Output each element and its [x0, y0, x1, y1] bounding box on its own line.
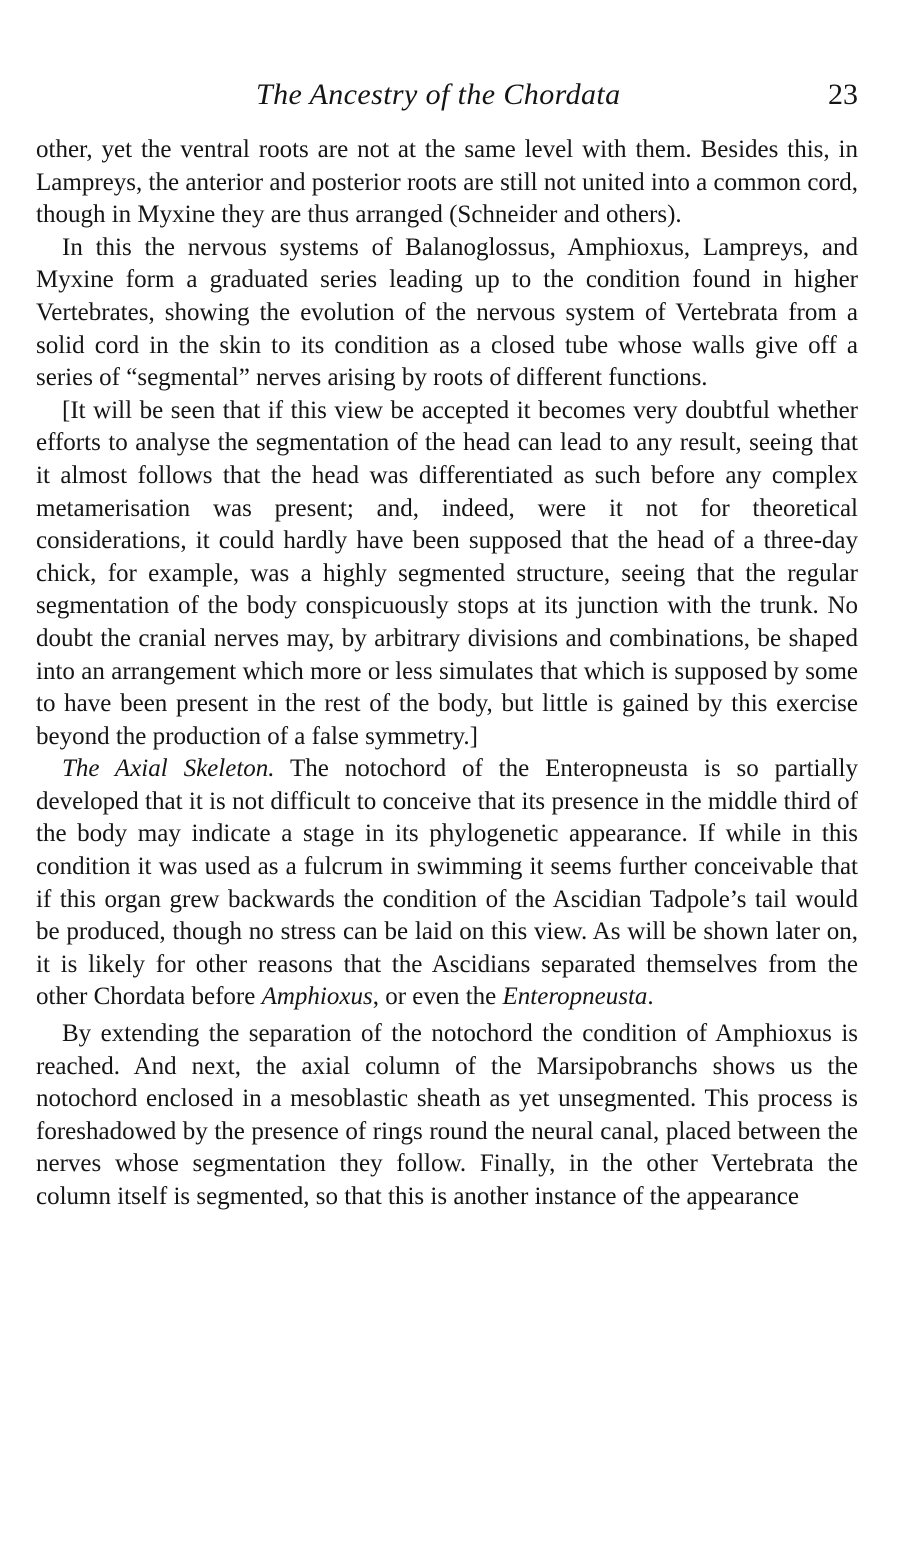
italic-amphioxus: Amphioxus	[261, 983, 373, 1011]
paragraph-head-segmentation: [It will be seen that if this view be accepted it becomes very doubtful whether efforts to analyse the segmentation of the head can lead to any result, seeing that it almost follows that the head was differentiated as such before any complex metamerisation was present; and, indeed, were it not for theoretical considerations, it could hardly have been supposed that the head of a three-day chick, for example, was a highly segmented structure, seeing that the regular segmentation of the body conspicuously stops at its junction with the trunk. No doubt the cranial nerves may, by arbitrary divisions and combinations, be shaped into an arrangement which more or less simulates that which is supposed by some to have been present in the rest of the body, but little is gained by this exercise beyond the production of a false symmetry.]	[36, 396, 858, 750]
paragraph-notochord-separation: By extending the separation of the notochord the condition of Amphioxus is reached. And next, the axial column of the Marsipobranchs shows us the notochord enclosed in a mesoblastic sheath as yet unsegmented. This process is foreshadowed by the presence of rings round the neural canal, placed between the nerves whose segmentation they follow. Finally, in the other Vertebrata the column itself is segmented, so that this is another instance of the appearance	[36, 1020, 858, 1210]
paragraph-axial-skeleton	[36, 753, 858, 1014]
italic-enteropneusta: Enteropneusta	[502, 983, 648, 1011]
running-head: The Ancestry of the Chordata	[256, 78, 621, 111]
paragraph-text-a: The notochord of the Enteropneusta is so partially developed that it is not difficult to conceive that its presence in the middle third of the body may indicate a stage in its phylogenetic appearance. If while in this condition it was used as a fulcrum in swimming it seems further conceivable that if this organ grew backwards the condition of the Ascidian Tadpole’s tail would be produced, though no stress can be laid on this view. As will be shown later on, it is likely for other reasons that the Ascidians separated themselves from the other Chordata before	[36, 755, 858, 1011]
book-page	[36, 78, 858, 1214]
paragraph-continuation: other, yet the ventral roots are not at the same level with them. Besides this, in Lampreys, the anterior and posterior roots are still not united into a common cord, though in Myxine they are thus arranged (Schneider and others).	[36, 136, 858, 229]
body-text	[36, 134, 858, 1214]
section-heading-axial-skeleton: The Axial Skeleton.	[62, 755, 275, 783]
paragraph-text-b: , or even the	[372, 983, 503, 1011]
paragraph-nervous-systems: In this the nervous systems of Balanoglossus, Amphioxus, Lampreys, and Myxine form a graduated series leading up to the condition found in higher Vertebrates, showing the evolution of the nervous system of Vertebrata from a solid cord in the skin to its condition as a closed tube whose walls give off a series of “segmental” nerves arising by roots of different functions.	[36, 233, 858, 392]
page-number: 23	[828, 78, 858, 111]
paragraph-text-c: .	[647, 983, 654, 1011]
page-header	[36, 78, 858, 122]
